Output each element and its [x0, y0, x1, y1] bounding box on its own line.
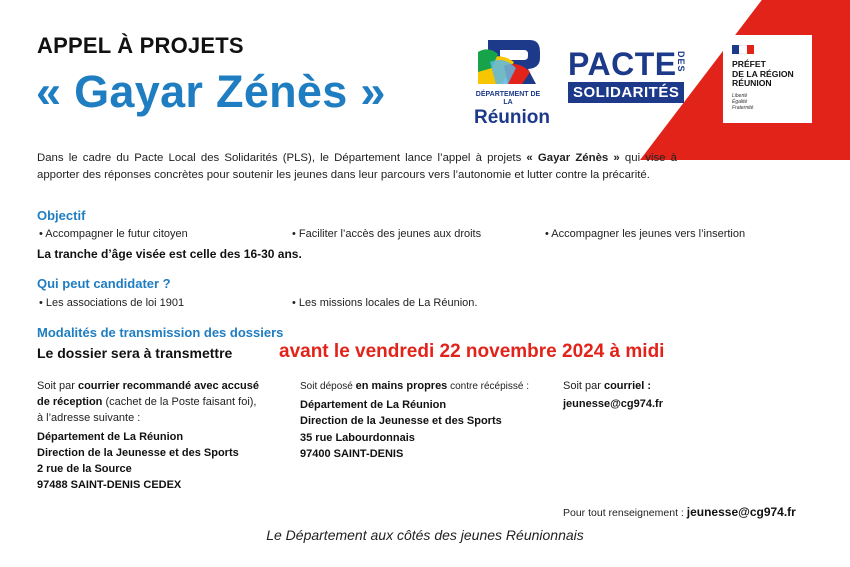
project-title: « Gayar Zénès » — [36, 66, 386, 117]
footer-slogan: Le Département aux côtés des jeunes Réunionnais — [266, 527, 584, 543]
departement-small-label: DÉPARTEMENT DE LA — [475, 91, 541, 106]
depose-line — [300, 378, 560, 395]
contact-line — [563, 505, 796, 519]
intro-paragraph — [37, 150, 677, 183]
depose-text: contre récépissé : — [447, 381, 530, 392]
contact-label: Pour tout renseignement : — [563, 507, 687, 519]
depose-bold: en mains propres — [355, 380, 448, 392]
courrier-text: (cachet de la Poste faisant foi), — [102, 396, 257, 409]
courrier-line: à l’adresse suivante : — [37, 412, 141, 425]
candidater-title: Qui peut candidater ? — [37, 276, 171, 291]
modalites-title: Modalités de transmission des dossiers — [37, 325, 284, 340]
objectif-bullet: • Faciliter l’accès des jeunes aux droits — [292, 228, 482, 240]
age-range: La tranche d’âge visée est celle des 16-30 ans. — [37, 247, 302, 261]
pacte-des: DES — [676, 51, 686, 73]
appel-heading: APPEL À PROJETS — [37, 33, 244, 58]
motto-line: Fraternité — [732, 105, 754, 111]
courrier-line — [37, 378, 292, 394]
address-line: Direction de la Jeunesse et des Sports — [300, 415, 502, 428]
courrier-bold: de réception — [37, 396, 103, 409]
intro-line-1: Dans le cadre du Pacte Local des Solidarités (PLS), le Département lance l’appel à projets — [37, 152, 522, 164]
address-line: 97488 SAINT-DENIS CEDEX — [37, 479, 182, 492]
prefet-motto — [732, 93, 753, 111]
deadline: avant le vendredi 22 novembre 2024 à midi — [279, 341, 665, 362]
courrier-column — [37, 378, 292, 493]
courrier-line — [37, 394, 292, 410]
address-line: Direction de la Jeunesse et des Sports — [37, 446, 239, 459]
departement-big-label: Réunion — [474, 107, 550, 128]
courriel-email-link[interactable]: jeunesse@cg974.fr — [563, 398, 663, 411]
french-flag-icon — [732, 45, 754, 54]
prefet-line: DE LA RÉGION — [732, 68, 794, 79]
depose-text: Soit déposé — [300, 381, 356, 392]
motto-line: Liberté — [732, 93, 748, 99]
courriel-bold: courriel : — [603, 380, 652, 392]
courrier-address — [37, 429, 292, 494]
departement-r-icon — [474, 38, 542, 86]
motto-line: Égalité — [732, 99, 748, 105]
courriel-text: Soit par — [563, 380, 604, 392]
pacte-word: PACTE — [568, 46, 677, 82]
contact-email-link[interactable]: jeunesse@cg974.fr — [686, 505, 796, 519]
candidater-bullet: • Les associations de loi 1901 — [39, 297, 185, 309]
objectif-bullet: • Accompagner les jeunes vers l’insertion — [545, 228, 746, 240]
intro-project-name: « Gayar Zénès » — [526, 152, 620, 164]
objectif-bullet: • Accompagner le futur citoyen — [39, 228, 188, 240]
courrier-bold: courrier recommandé avec accusé — [77, 380, 259, 392]
address-line: 2 rue de la Source — [37, 463, 132, 476]
prefet-text — [732, 60, 794, 89]
prefet-line: PRÉFET — [732, 59, 766, 69]
address-line: Département de La Réunion — [300, 399, 447, 412]
pacte-logo — [568, 48, 684, 103]
courrier-text: Soit par — [37, 380, 78, 392]
pacte-solidarites: SOLIDARITÉS — [568, 82, 684, 103]
address-line: 97400 SAINT-DENIS — [300, 447, 404, 460]
address-line: 35 rue Labourdonnais — [300, 431, 415, 444]
objectif-title: Objectif — [37, 208, 86, 223]
transmit-label: Le dossier sera à transmettre — [37, 345, 233, 361]
departement-logo — [474, 38, 550, 128]
prefet-logo — [723, 35, 812, 123]
address-line: Département de La Réunion — [37, 430, 184, 443]
main-propre-column — [300, 378, 560, 462]
prefet-line: RÉUNION — [732, 78, 772, 88]
intro-line-2: qui vise à apporter des réponses concrètes pour soutenir les jeunes dans leur parcours vers l’autonomie et lutter contre la précarité. — [37, 152, 677, 181]
courriel-column — [563, 378, 763, 412]
depose-address — [300, 397, 560, 462]
courriel-line — [563, 378, 763, 394]
candidater-bullet: • Les missions locales de La Réunion. — [292, 297, 478, 309]
